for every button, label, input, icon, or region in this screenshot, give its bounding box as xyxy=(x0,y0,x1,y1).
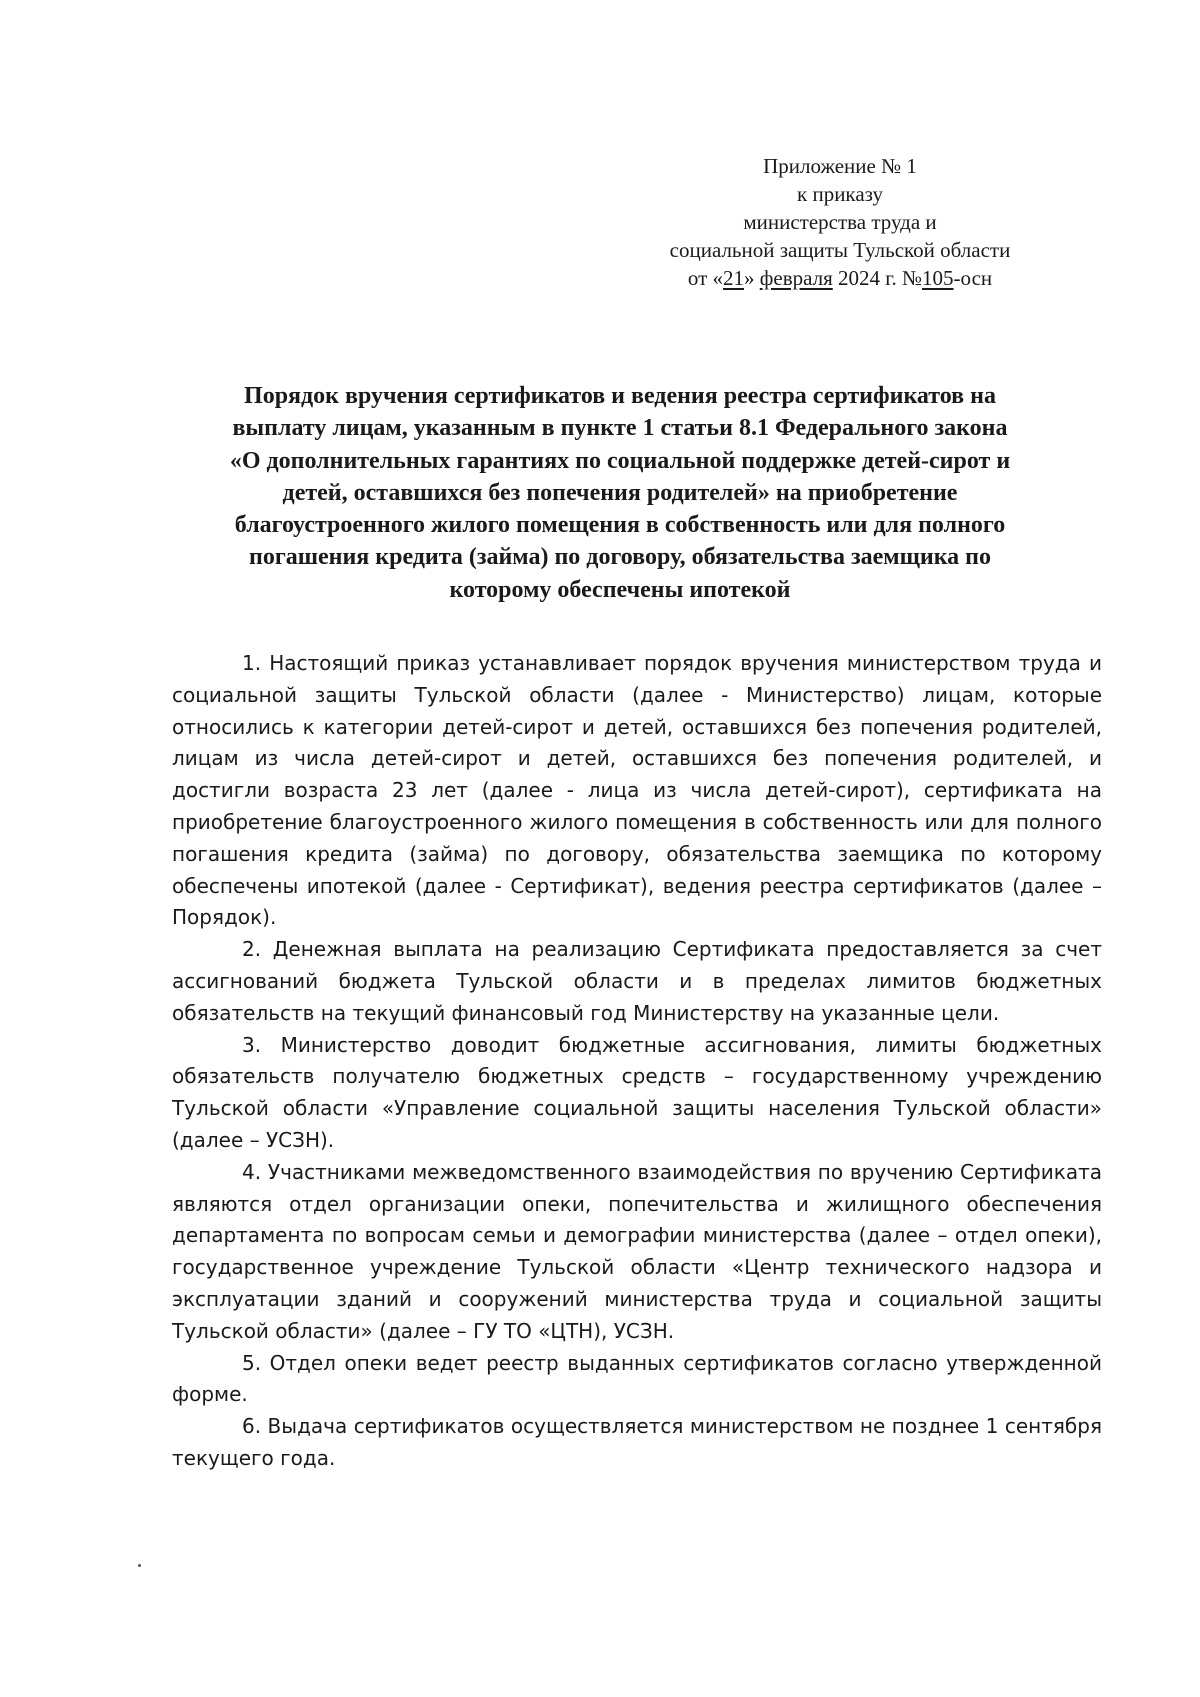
paragraph-4: 4. Участниками межведомственного взаимодействия по вручению Сертификата являются отдел организации опеки, попечительства и жилищного обеспечения департамента по вопросам семьи и демографии министерства (далее – отдел опеки), государственное учреждение Тульской области «Центр технического надзора и эксплуатации зданий и сооружений министерства труда и социальной защиты Тульской области» (далее – ГУ ТО «ЦТН), УСЗН. xyxy=(172,1159,1102,1343)
title-line: которому обеспечены ипотекой xyxy=(449,576,791,603)
annex-title: Приложение № 1 xyxy=(763,154,917,178)
annex-ministry-line-2: социальной защиты Тульской области xyxy=(669,238,1011,262)
paragraph-1: 1. Настоящий приказ устанавливает порядок вручения министерством труда и социальной защиты Тульской области (далее - Министерство) лицам, которые относились к категории детей-сирот и детей, оставшихся без попечения родителей, лицам из числа детей-сирот и детей, оставшихся без попечения родителей, и достигли возраста 23 лет (далее - лица из числа детей-сирот), сертификата на приобретение благоустроенного жилого помещения в собственность или для полного погашения кредита (займа) по договору, обязательства заемщика по которому обеспечены ипотекой (далее - Сертификат), ведения реестра сертификатов (далее – Порядок). xyxy=(172,651,1102,930)
title-line: выплату лицам, указанным в пункте 1 статьи 8.1 Федерального закона xyxy=(232,415,1008,442)
date-prefix: от « xyxy=(687,266,724,290)
document-body xyxy=(172,648,1102,1475)
date-month: февраля xyxy=(759,266,833,290)
date-mid: » xyxy=(744,266,760,290)
paragraph-2: 2. Денежная выплата на реализацию Сертификата предоставляется за счет ассигнований бюджета Тульской области и в пределах лимитов бюджетных обязательств на текущий финансовый год Министерству на указанные цели. xyxy=(172,937,1102,1025)
annex-header xyxy=(620,152,1060,292)
annex-order-date xyxy=(620,264,1060,292)
title-line: «О дополнительных гарантиях по социальной поддержке детей-сирот и xyxy=(229,447,1011,474)
paragraph-5: 5. Отдел опеки ведет реестр выданных сертификатов согласно утвержденной форме. xyxy=(172,1350,1102,1407)
annex-order-ref: к приказу xyxy=(797,182,883,206)
order-number: 105 xyxy=(922,266,954,290)
title-line: благоустроенного жилого помещения в собственность или для полного xyxy=(234,512,1006,539)
scan-artifact-dot xyxy=(138,1564,141,1567)
paragraph-3: 3. Министерство доводит бюджетные ассигнования, лимиты бюджетных обязательств получателю бюджетных средств – государственному учреждению Тульской области «Управление социальной защиты населения Тульской области» (далее – УСЗН). xyxy=(172,1032,1102,1152)
date-year: 2024 г. № xyxy=(832,266,923,290)
annex-ministry-line: министерства труда и xyxy=(743,210,937,234)
title-line: Порядок вручения сертификатов и ведения реестра сертификатов на xyxy=(244,383,996,409)
date-day: 21 xyxy=(723,266,745,290)
document-title xyxy=(150,380,1090,606)
paragraph-6: 6. Выдача сертификатов осуществляется министерством не позднее 1 сентября текущего года. xyxy=(172,1414,1102,1470)
title-line: погашения кредита (займа) по договору, обязательства заемщика по xyxy=(248,544,992,571)
order-suffix: -осн xyxy=(953,266,993,290)
title-line: детей, оставшихся без попечения родителей» на приобретение xyxy=(282,479,958,506)
